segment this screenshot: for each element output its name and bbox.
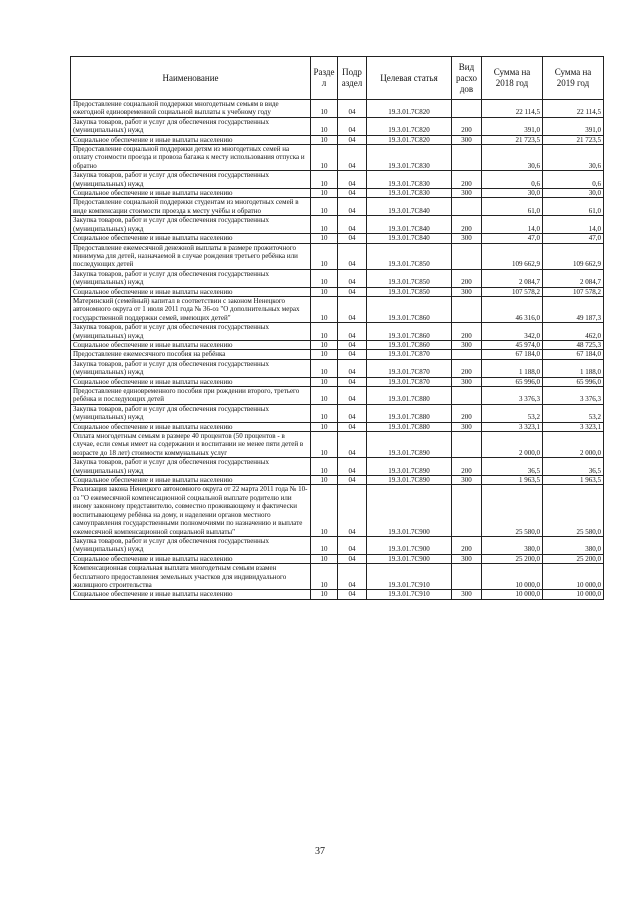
cell-sum-2019: 2 000,0 [543,432,604,458]
table-row [71,404,604,422]
table-row [71,554,604,563]
cell-sum-2018: 109 662,9 [482,243,543,269]
cell-section: 10 [311,554,338,563]
cell-name: Закупка товаров, работ и услуг для обеспечения государственных (муниципальных) нужд [71,269,311,287]
cell-expense-type: 300 [452,287,482,296]
table-row [71,135,604,144]
cell-sum-2018: 36,5 [482,458,543,476]
cell-subsection: 04 [338,476,367,485]
table-row [71,590,604,599]
cell-expense-type: 200 [452,216,482,234]
cell-name: Социальное обеспечение и иные выплаты населению [71,554,311,563]
cell-name: Предоставление социальной поддержки детям из многодетных семей на оплату стоимости проезда и провоза багажа к месту использования отпуска и обратно [71,145,311,171]
cell-sum-2019: 3 323,1 [543,422,604,431]
cell-sum-2019: 109 662,9 [543,243,604,269]
cell-target-article: 19.3.01.7С870 [367,377,452,386]
table-row [71,269,604,287]
cell-name: Предоставление социальной поддержки многодетным семьям в виде ежегодной единовременной социальной выплаты к учебному году [71,100,311,118]
cell-sum-2019: 14,0 [543,216,604,234]
cell-sum-2018: 14,0 [482,216,543,234]
cell-target-article: 19.3.01.7С910 [367,590,452,599]
cell-sum-2019: 107 578,2 [543,287,604,296]
cell-sum-2019: 10 000,0 [543,564,604,590]
cell-sum-2018: 342,0 [482,323,543,341]
cell-name: Закупка товаров, работ и услуг для обеспечения государственных (муниципальных) нужд [71,117,311,135]
cell-section: 10 [311,269,338,287]
cell-section: 10 [311,135,338,144]
cell-subsection: 04 [338,458,367,476]
cell-name: Предоставление ежемесячной денежной выплаты в размере прожиточного минимума для детей, назначаемой в случае рождения третьего ребёнка или последующих детей [71,243,311,269]
table-row [71,216,604,234]
cell-subsection: 04 [338,171,367,189]
cell-target-article: 19.3.01.7С890 [367,458,452,476]
cell-target-article: 19.3.01.7С850 [367,269,452,287]
cell-section: 10 [311,359,338,377]
cell-sum-2018: 391,0 [482,117,543,135]
cell-target-article: 19.3.01.7С830 [367,145,452,171]
cell-name: Предоставление единовременного пособия при рождении второго, третьего ребёнка и последующих детей [71,387,311,405]
cell-target-article: 19.3.01.7С820 [367,100,452,118]
cell-section: 10 [311,198,338,216]
cell-name: Закупка товаров, работ и услуг для обеспечения государственных (муниципальных) нужд [71,323,311,341]
cell-expense-type: 200 [452,117,482,135]
cell-name: Предоставление ежемесячного пособия на ребёнка [71,350,311,359]
cell-name: Социальное обеспечение и иные выплаты населению [71,422,311,431]
table-row [71,458,604,476]
cell-expense-type: 200 [452,323,482,341]
header-subsection: Подр аздел [338,57,367,100]
cell-target-article: 19.3.01.7С870 [367,350,452,359]
table-row [71,243,604,269]
cell-sum-2019: 61,0 [543,198,604,216]
cell-target-article: 19.3.01.7С890 [367,476,452,485]
cell-sum-2019: 36,5 [543,458,604,476]
cell-name: Закупка товаров, работ и услуг для обеспечения государственных (муниципальных) нужд [71,536,311,554]
table-row [71,422,604,431]
cell-sum-2019: 47,0 [543,234,604,243]
cell-section: 10 [311,117,338,135]
cell-subsection: 04 [338,100,367,118]
cell-expense-type: 300 [452,234,482,243]
cell-sum-2018: 30,0 [482,189,543,198]
table-row [71,359,604,377]
cell-sum-2019: 25 580,0 [543,485,604,536]
cell-sum-2019: 2 084,7 [543,269,604,287]
cell-expense-type: 300 [452,135,482,144]
cell-target-article: 19.3.01.7С900 [367,485,452,536]
cell-expense-type [452,243,482,269]
table-row [71,350,604,359]
table-row [71,296,604,322]
cell-expense-type: 300 [452,476,482,485]
cell-name: Закупка товаров, работ и услуг для обеспечения государственных (муниципальных) нужд [71,359,311,377]
cell-subsection: 04 [338,135,367,144]
cell-subsection: 04 [338,323,367,341]
cell-name: Закупка товаров, работ и услуг для обеспечения государственных (муниципальных) нужд [71,171,311,189]
cell-name: Предоставление социальной поддержки студентам из многодетных семей в виде компенсации стоимости проезда к месту учёбы и обратно [71,198,311,216]
cell-target-article: 19.3.01.7С880 [367,387,452,405]
cell-name: Закупка товаров, работ и услуг для обеспечения государственных (муниципальных) нужд [71,404,311,422]
cell-sum-2018: 65 996,0 [482,377,543,386]
cell-sum-2019: 1 963,5 [543,476,604,485]
cell-name: Социальное обеспечение и иные выплаты населению [71,377,311,386]
cell-target-article: 19.3.01.7С890 [367,432,452,458]
cell-subsection: 04 [338,387,367,405]
cell-sum-2019: 391,0 [543,117,604,135]
cell-sum-2019: 30,6 [543,145,604,171]
budget-table [70,56,604,600]
cell-subsection: 04 [338,287,367,296]
cell-target-article: 19.3.01.7С910 [367,564,452,590]
cell-name: Компенсационная социальная выплата многодетным семьям взамен бесплатного предоставления земельных участков для индивидуального жилищного строительства [71,564,311,590]
table-row [71,100,604,118]
cell-sum-2019: 21 723,5 [543,135,604,144]
table-row [71,432,604,458]
cell-sum-2018: 1 963,5 [482,476,543,485]
cell-name: Социальное обеспечение и иные выплаты населению [71,234,311,243]
cell-expense-type: 200 [452,171,482,189]
cell-expense-type: 200 [452,359,482,377]
cell-expense-type: 300 [452,422,482,431]
cell-section: 10 [311,287,338,296]
cell-sum-2018: 47,0 [482,234,543,243]
cell-target-article: 19.3.01.7С840 [367,198,452,216]
table-row [71,476,604,485]
cell-sum-2019: 10 000,0 [543,590,604,599]
cell-subsection: 04 [338,243,367,269]
cell-sum-2018: 45 974,0 [482,340,543,349]
cell-expense-type: 300 [452,554,482,563]
cell-sum-2018: 53,2 [482,404,543,422]
cell-expense-type [452,432,482,458]
cell-name: Социальное обеспечение и иные выплаты населению [71,287,311,296]
cell-expense-type [452,564,482,590]
cell-subsection: 04 [338,216,367,234]
cell-sum-2018: 67 184,0 [482,350,543,359]
cell-subsection: 04 [338,359,367,377]
cell-sum-2018: 22 114,5 [482,100,543,118]
cell-target-article: 19.3.01.7С830 [367,171,452,189]
cell-section: 10 [311,216,338,234]
table-row [71,171,604,189]
cell-section: 10 [311,323,338,341]
cell-target-article: 19.3.01.7С900 [367,536,452,554]
cell-section: 10 [311,590,338,599]
table-row [71,323,604,341]
cell-sum-2019: 0,6 [543,171,604,189]
cell-target-article: 19.3.01.7С820 [367,135,452,144]
cell-subsection: 04 [338,432,367,458]
cell-expense-type: 300 [452,189,482,198]
cell-subsection: 04 [338,269,367,287]
cell-sum-2019: 65 996,0 [543,377,604,386]
cell-target-article: 19.3.01.7С870 [367,359,452,377]
cell-subsection: 04 [338,296,367,322]
cell-sum-2018: 30,6 [482,145,543,171]
header-name: Наименование [71,57,311,100]
cell-name: Социальное обеспечение и иные выплаты населению [71,590,311,599]
cell-section: 10 [311,234,338,243]
cell-sum-2019: 25 200,0 [543,554,604,563]
cell-expense-type: 300 [452,590,482,599]
cell-name: Социальное обеспечение и иные выплаты населению [71,340,311,349]
cell-sum-2018: 10 000,0 [482,564,543,590]
cell-sum-2018: 2 084,7 [482,269,543,287]
cell-target-article: 19.3.01.7С860 [367,323,452,341]
cell-sum-2019: 462,0 [543,323,604,341]
cell-sum-2018: 2 000,0 [482,432,543,458]
cell-sum-2018: 61,0 [482,198,543,216]
cell-expense-type [452,296,482,322]
table-row [71,536,604,554]
cell-sum-2018: 25 200,0 [482,554,543,563]
cell-sum-2018: 107 578,2 [482,287,543,296]
table-row [71,145,604,171]
cell-sum-2018: 0,6 [482,171,543,189]
cell-expense-type: 300 [452,340,482,349]
cell-sum-2018: 1 188,0 [482,359,543,377]
cell-section: 10 [311,340,338,349]
cell-sum-2019: 380,0 [543,536,604,554]
cell-sum-2018: 3 376,3 [482,387,543,405]
cell-sum-2019: 49 187,3 [543,296,604,322]
cell-expense-type: 200 [452,404,482,422]
cell-section: 10 [311,350,338,359]
cell-target-article: 19.3.01.7С860 [367,340,452,349]
cell-name: Закупка товаров, работ и услуг для обеспечения государственных (муниципальных) нужд [71,458,311,476]
table-row [71,377,604,386]
cell-subsection: 04 [338,117,367,135]
cell-target-article: 19.3.01.7С830 [367,189,452,198]
cell-sum-2019: 22 114,5 [543,100,604,118]
table-row [71,340,604,349]
cell-name: Закупка товаров, работ и услуг для обеспечения государственных (муниципальных) нужд [71,216,311,234]
header-sum-2018: Сумма на 2018 год [482,57,543,100]
cell-section: 10 [311,476,338,485]
cell-section: 10 [311,100,338,118]
cell-sum-2018: 25 580,0 [482,485,543,536]
cell-target-article: 19.3.01.7С900 [367,554,452,563]
cell-expense-type [452,485,482,536]
cell-subsection: 04 [338,340,367,349]
cell-name: Оплата многодетным семьям в размере 40 процентов (50 процентов - в случае, если семья имеет на содержании и воспитании не менее пяти детей в возрасте до 18 лет) стоимости коммунальных услуг [71,432,311,458]
cell-subsection: 04 [338,536,367,554]
cell-sum-2018: 3 323,1 [482,422,543,431]
table-row [71,287,604,296]
cell-target-article: 19.3.01.7С880 [367,422,452,431]
cell-expense-type [452,350,482,359]
cell-subsection: 04 [338,404,367,422]
cell-subsection: 04 [338,234,367,243]
header-target-article: Целевая статья [367,57,452,100]
cell-sum-2019: 3 376,3 [543,387,604,405]
cell-subsection: 04 [338,485,367,536]
table-row [71,564,604,590]
cell-section: 10 [311,404,338,422]
page-number: 37 [315,846,325,857]
cell-expense-type [452,100,482,118]
cell-name: Реализация закона Ненецкого автономного округа от 22 марта 2011 года № 10-оз "О ежемесячной компенсационной социальной выплате родителю или иному законному представителю, совместно проживающему и фактически воспитывающему ребёнка на дому, и наделении органов местного самоуправления государственными полномочиями по назначению и выплате ежемесячной компенсационной социальной выплаты" [71,485,311,536]
cell-sum-2018: 380,0 [482,536,543,554]
table-row [71,189,604,198]
cell-name: Социальное обеспечение и иные выплаты населению [71,476,311,485]
cell-subsection: 04 [338,590,367,599]
cell-section: 10 [311,536,338,554]
cell-subsection: 04 [338,350,367,359]
cell-section: 10 [311,145,338,171]
cell-expense-type: 200 [452,458,482,476]
cell-section: 10 [311,432,338,458]
cell-section: 10 [311,243,338,269]
cell-subsection: 04 [338,377,367,386]
cell-target-article: 19.3.01.7С880 [367,404,452,422]
table-body [71,100,604,600]
cell-expense-type: 300 [452,377,482,386]
cell-expense-type: 200 [452,536,482,554]
cell-sum-2018: 21 723,5 [482,135,543,144]
cell-subsection: 04 [338,554,367,563]
header-expense-type: Вид расхо дов [452,57,482,100]
table-row [71,198,604,216]
cell-sum-2018: 46 316,0 [482,296,543,322]
table-row [71,117,604,135]
cell-section: 10 [311,296,338,322]
cell-name: Социальное обеспечение и иные выплаты населению [71,189,311,198]
cell-section: 10 [311,387,338,405]
table-row [71,387,604,405]
cell-section: 10 [311,485,338,536]
cell-expense-type [452,145,482,171]
budget-table-sheet [70,56,603,600]
cell-expense-type [452,387,482,405]
table-row [71,485,604,536]
cell-sum-2019: 1 188,0 [543,359,604,377]
cell-section: 10 [311,422,338,431]
cell-target-article: 19.3.01.7С850 [367,287,452,296]
cell-subsection: 04 [338,422,367,431]
cell-sum-2019: 67 184,0 [543,350,604,359]
cell-section: 10 [311,458,338,476]
table-header [71,57,604,100]
cell-target-article: 19.3.01.7С850 [367,243,452,269]
cell-name: Социальное обеспечение и иные выплаты населению [71,135,311,144]
header-section: Разде л [311,57,338,100]
cell-subsection: 04 [338,145,367,171]
cell-sum-2019: 48 725,3 [543,340,604,349]
cell-section: 10 [311,377,338,386]
cell-target-article: 19.3.01.7С820 [367,117,452,135]
cell-sum-2019: 53,2 [543,404,604,422]
header-sum-2019: Сумма на 2019 год [543,57,604,100]
cell-sum-2019: 30,0 [543,189,604,198]
cell-target-article: 19.3.01.7С840 [367,234,452,243]
cell-section: 10 [311,564,338,590]
cell-sum-2018: 10 000,0 [482,590,543,599]
cell-expense-type [452,198,482,216]
cell-subsection: 04 [338,564,367,590]
cell-expense-type: 200 [452,269,482,287]
cell-section: 10 [311,171,338,189]
cell-name: Материнский (семейный) капитал в соответствии с законом Ненецкого автономного округа от 1 июля 2011 года № 36-оз "О дополнительных мерах государственной поддержки семей, имеющих детей" [71,296,311,322]
table-row [71,234,604,243]
cell-target-article: 19.3.01.7С840 [367,216,452,234]
cell-subsection: 04 [338,198,367,216]
cell-target-article: 19.3.01.7С860 [367,296,452,322]
cell-subsection: 04 [338,189,367,198]
cell-section: 10 [311,189,338,198]
